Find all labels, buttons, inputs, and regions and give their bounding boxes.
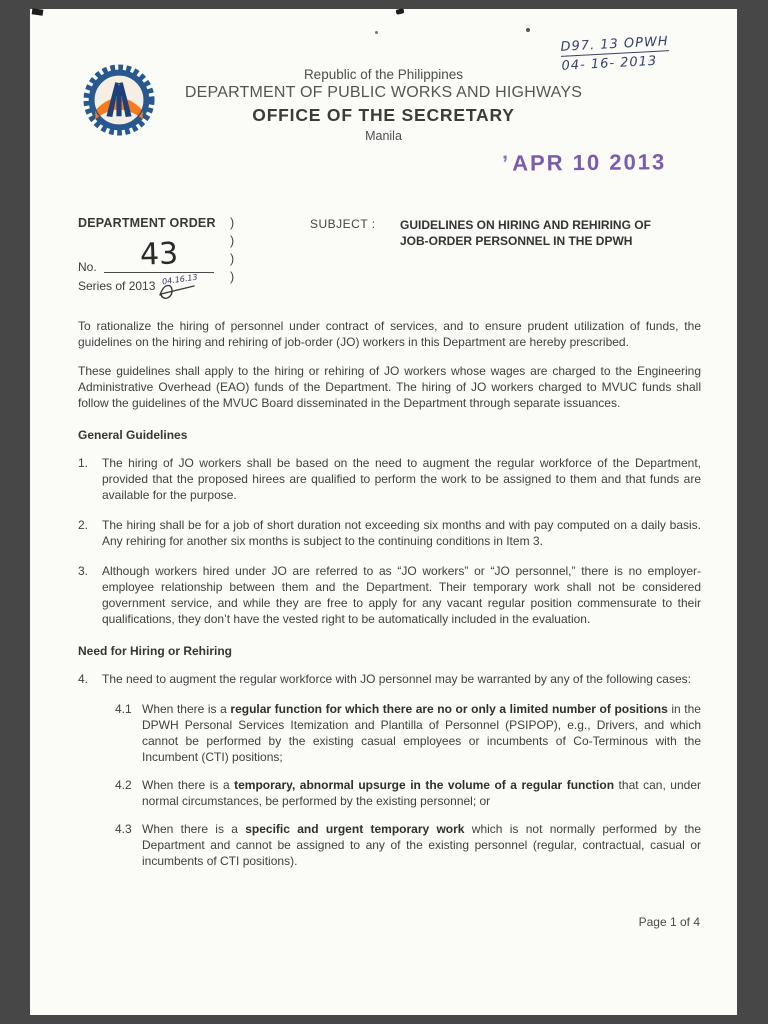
item-number: 1. <box>78 456 89 470</box>
list-item-1 <box>78 455 701 503</box>
page-number: Page 1 of 4 <box>638 915 700 929</box>
order-left-column <box>78 216 253 293</box>
order-block <box>78 216 701 316</box>
sub-list-item-4-1 <box>115 701 701 765</box>
list-item-4 <box>78 671 701 687</box>
sub-list-item-4-3 <box>115 821 701 869</box>
subject-label: SUBJECT : <box>310 217 376 231</box>
subject-line-2: JOB-ORDER PERSONNEL IN THE DPWH <box>400 234 633 248</box>
paren-mark: ) <box>230 252 235 266</box>
item-number: 4. <box>78 672 89 686</box>
paren-column <box>230 216 240 288</box>
letterhead-republic: Republic of the Philippines <box>303 67 464 82</box>
item-number: 2. <box>78 518 89 532</box>
paren-mark: ) <box>230 234 235 248</box>
item-text: When there is a regular function for which there are no or only a limited number of positions in the DPWH Personal Services Itemization and Plantilla of Personnel (PSIPOP), e.g., Drivers, and which cannot be performed by the existing casual employees or incumbents of Co-Terminous with the Incumbent (CTI) positions; <box>142 702 701 764</box>
letterhead-office: OFFICE OF THE SECRETARY <box>252 105 515 125</box>
sub-list-item-4-2 <box>115 777 701 809</box>
item-text: When there is a specific and urgent temporary work which is not normally performed by the Department and cannot be assigned to any of the existing personnel (regular, contractual, casual or incumbents of CTI positions). <box>142 822 701 868</box>
scan-artifact <box>375 31 378 34</box>
letterhead <box>30 67 737 143</box>
section-heading-general-guidelines: General Guidelines <box>78 428 188 442</box>
item-text: The hiring shall be for a job of short duration not exceeding six months and with pay computed on a daily basis. Any rehiring for another six months is subject to the continuing conditions in Item 3. <box>102 518 701 548</box>
scan-artifact <box>396 8 405 15</box>
item-number: 4.2 <box>115 778 132 792</box>
item-text: The hiring of JO workers shall be based on the need to augment the regular workforce of the Department, provided that the proposed hirees are qualified to perform the work to be assigned to them and that funds are available for the purpose. <box>102 456 701 502</box>
scan-artifact <box>32 8 44 15</box>
list-item-3 <box>78 563 701 627</box>
paren-mark: ) <box>230 270 235 284</box>
section-heading-need-for-hiring: Need for Hiring or Rehiring <box>78 644 233 658</box>
list-item-2 <box>78 517 701 549</box>
intro-paragraph-2: These guidelines shall apply to the hiring or rehiring of JO workers whose wages are charged to the Engineering Administrative Overhead (EAO) funds of the Department. The hiring of JO workers charged to MVUC funds shall follow the guidelines of the MVUC Board disseminated in the Department through separate issuances. <box>78 364 701 410</box>
order-number-label: No. <box>78 260 97 274</box>
annotation-line-2: 04- 16- 2013 <box>560 53 658 74</box>
subject-line-1: GUIDELINES ON HIRING AND REHIRING OF <box>400 218 651 232</box>
item-number: 4.1 <box>115 702 132 716</box>
order-number-line <box>104 236 214 273</box>
order-series-row <box>78 272 253 293</box>
document-body <box>78 318 701 881</box>
item-text: Although workers hired under JO are referred to as “JO workers” or “JO personnel,” there is no employer-employee relationship between them and the Department. Their temporary work shall not be considered government service, and while they are free to apply for any vacant regular position commensurate to their qualifications, they don’t have the vested right to be automatically included in the evaluation. <box>102 564 701 626</box>
date-stamp: ’ APR 10 2013 <box>502 149 666 176</box>
handwritten-loop-mark <box>156 281 198 301</box>
order-series-label: Series of 2013 <box>78 279 156 293</box>
paren-mark: ) <box>230 216 235 230</box>
letterhead-city: Manila <box>365 129 402 143</box>
item-text: The need to augment the regular workforce with JO personnel may be warranted by any of the following cases: <box>102 672 691 686</box>
document-page <box>30 9 737 1015</box>
annotation-line-1: D97. 13 OPWH <box>559 34 669 55</box>
subject-text <box>400 217 700 249</box>
item-number: 3. <box>78 564 89 578</box>
scan-artifact <box>526 28 530 32</box>
order-number-row <box>78 236 253 276</box>
handwritten-series-note: 04.16.13 <box>161 272 199 287</box>
item-text: When there is a temporary, abnormal upsurge in the volume of a regular function that can, under normal circumstances, be performed by the existing personnel; or <box>142 778 701 808</box>
intro-paragraph-1: To rationalize the hiring of personnel under contract of services, and to ensure prudent utilization of funds, the guidelines on the hiring and rehiring of job-order (JO) workers in this Department are hereby prescribed. <box>78 319 701 349</box>
item-number: 4.3 <box>115 822 132 836</box>
handwritten-order-number: 43 <box>139 236 179 273</box>
order-title: DEPARTMENT ORDER <box>78 216 216 230</box>
letterhead-department: DEPARTMENT OF PUBLIC WORKS AND HIGHWAYS <box>184 84 583 101</box>
